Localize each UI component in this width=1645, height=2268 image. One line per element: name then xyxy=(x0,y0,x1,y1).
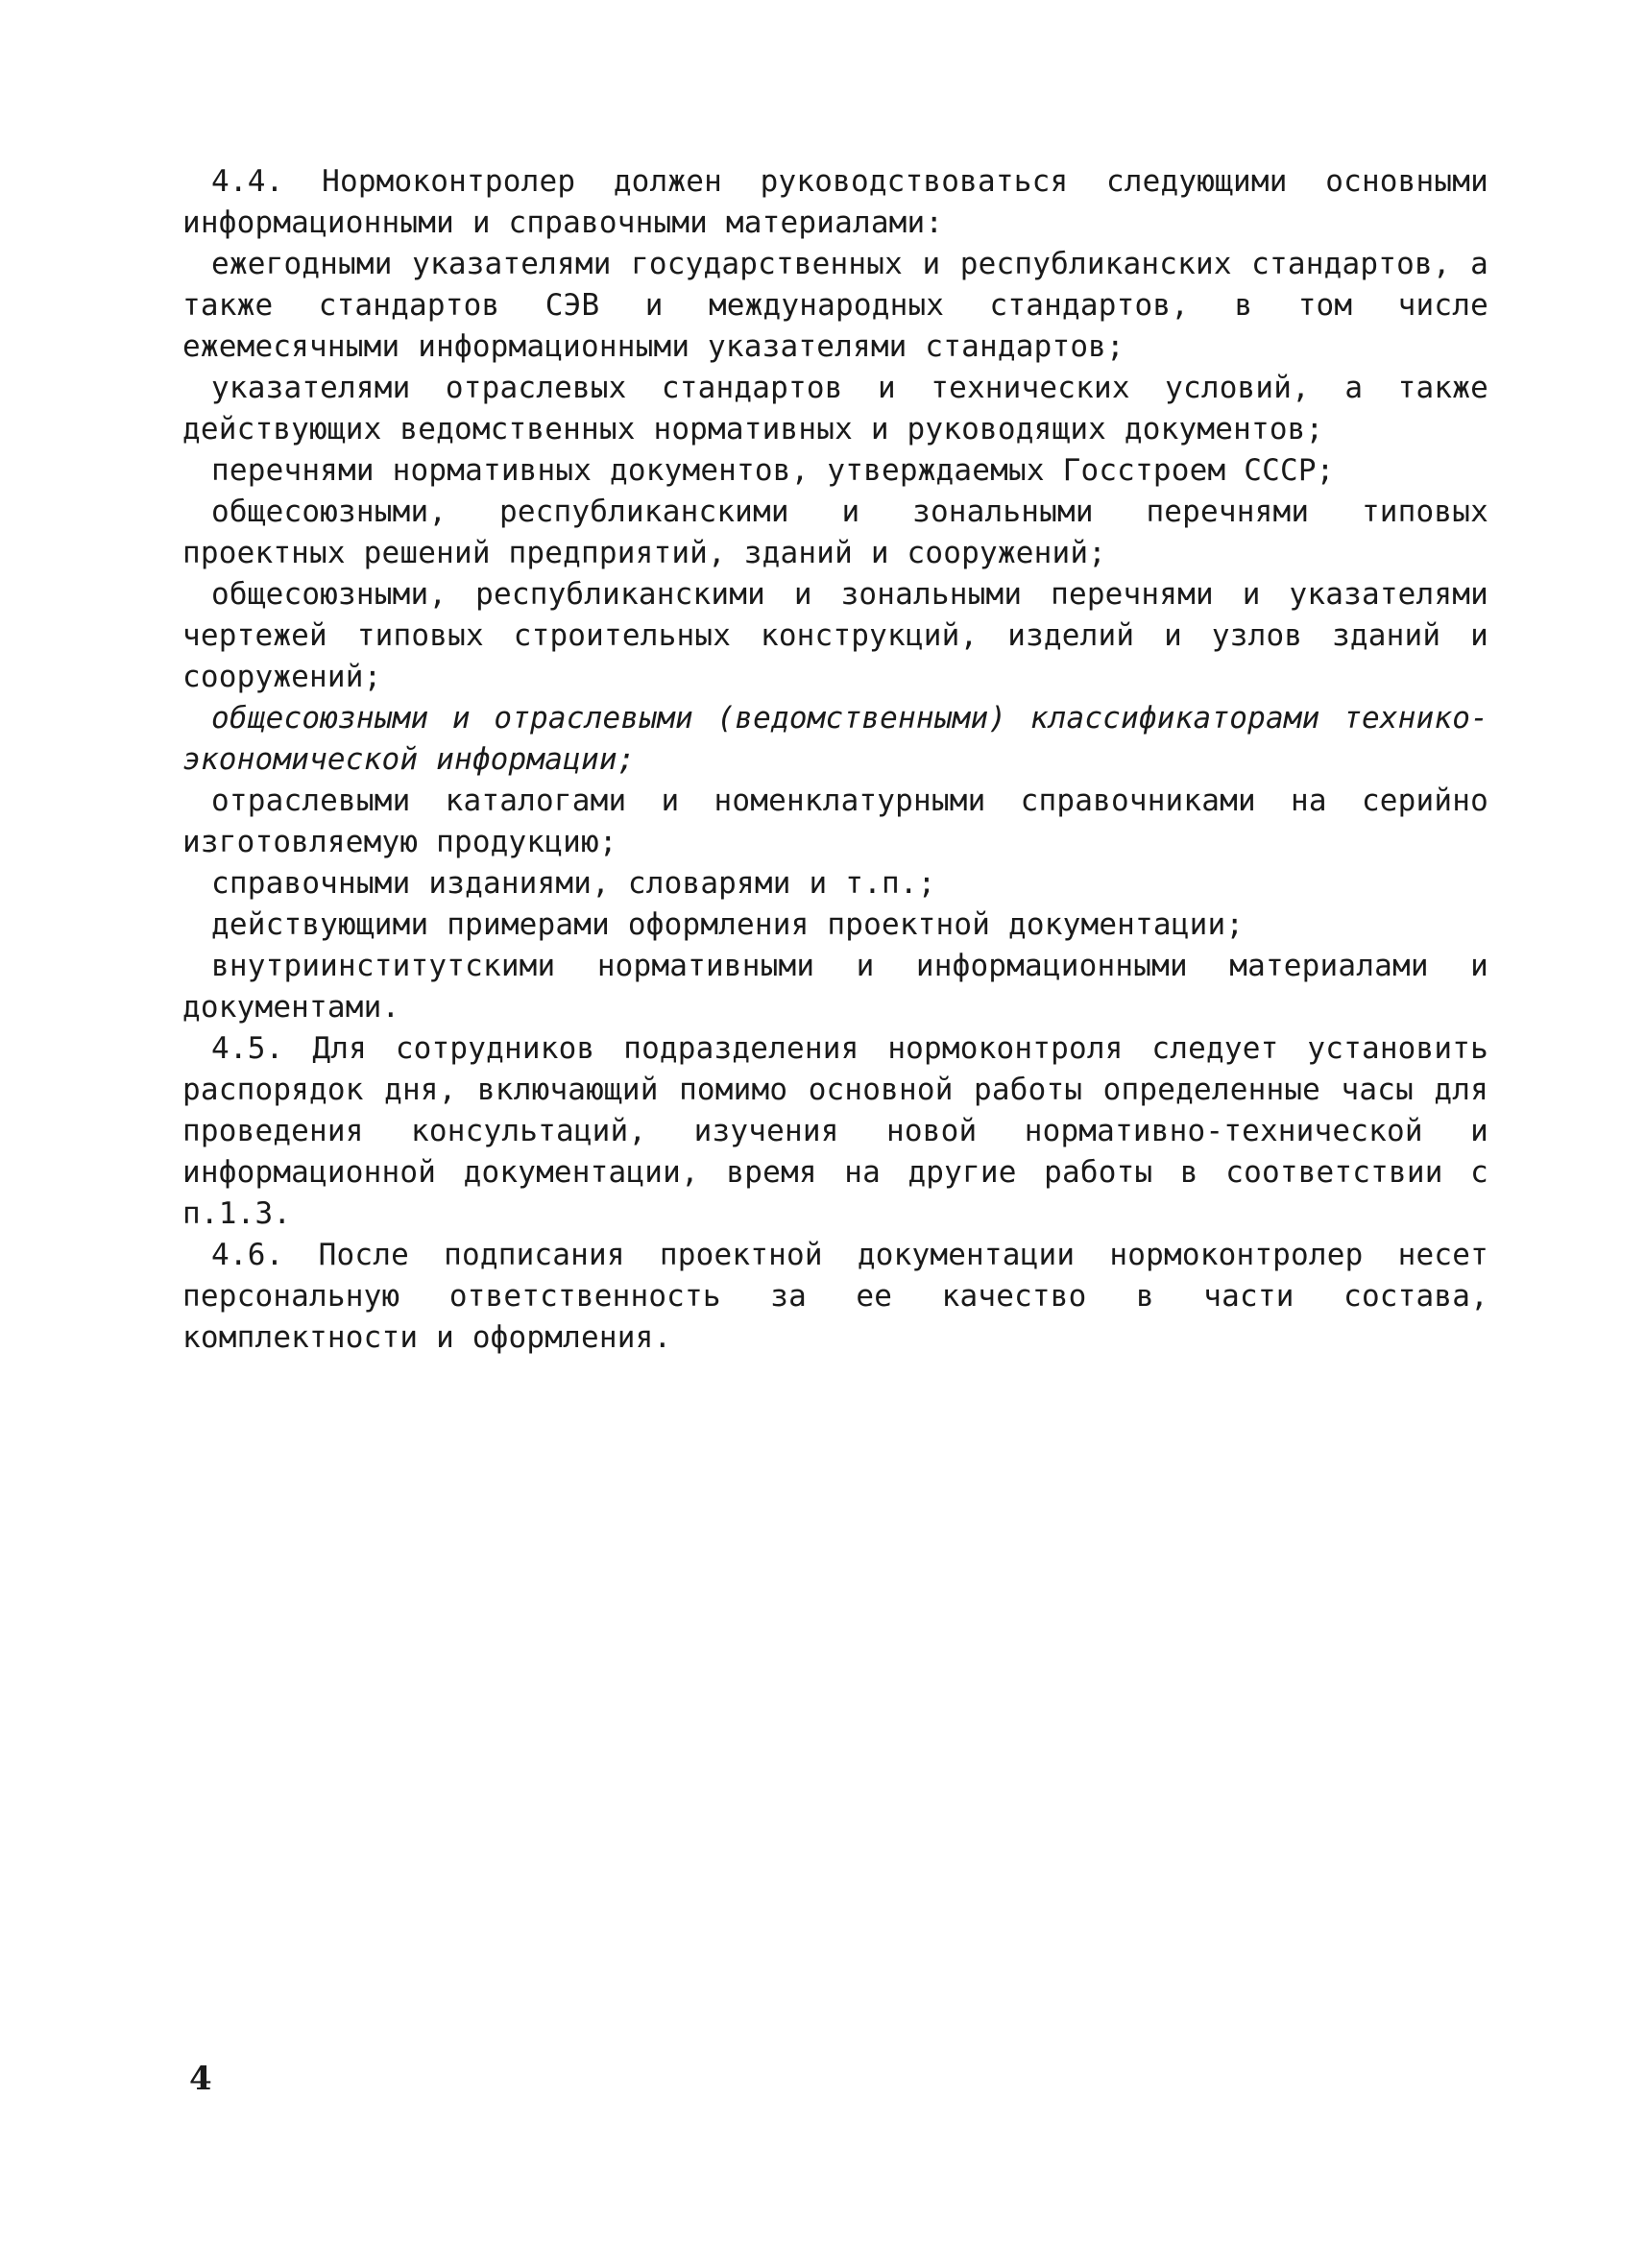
list-item: общесоюзными, республиканскими и зональными перечнями типовых проектных решений предприятий, зданий и сооружений; xyxy=(182,495,1488,570)
list-item: действующими примерами оформления проектной документации; xyxy=(211,907,1245,942)
paragraph-4-6: 4.6. После подписания проектной документации нормоконтролер несет персональную ответственность за ее качество в части состава, комплектности и оформления. xyxy=(182,1238,1488,1355)
paragraph-4-5: 4.5. Для сотрудников подразделения нормоконтроля следует установить распорядок дня, включающий помимо основной работы определенные часы для проведения консультаций, изучения новой нормативно-технической и информационной документации, время на другие работы в соответствии с п.1.3. xyxy=(182,1031,1488,1231)
list-item: справочными изданиями, словарями и т.п.; xyxy=(211,866,936,901)
list-item: внутриинститутскими нормативными и информационными материалами и документами. xyxy=(182,949,1488,1025)
list-item: общесоюзными и отраслевыми (ведомственными) классификаторами технико-экономической информации; xyxy=(182,701,1488,777)
body-text xyxy=(182,161,1488,1359)
paragraph-4-4: 4.4. Нормоконтролер должен руководствоваться следующими основными информационными и справочными материалами: xyxy=(182,164,1488,240)
list-item: перечнями нормативных документов, утверждаемых Госстроем СССР; xyxy=(211,453,1335,488)
list-item: общесоюзными, республиканскими и зональными перечнями и указателями чертежей типовых строительных конструкций, изделий и узлов зданий и сооружений; xyxy=(182,577,1488,694)
list-item: указателями отраслевых стандартов и технических условий, а также действующих ведомственных нормативных и руководящих документов; xyxy=(182,371,1488,446)
list-item: отраслевыми каталогами и номенклатурными справочниками на серийно изготовляемую продукцию; xyxy=(182,784,1488,859)
list-item: ежегодными указателями государственных и республиканских стандартов, а также стандартов СЭВ и международных стандартов, в том числе ежемесячными информационными указателями стандартов; xyxy=(182,247,1488,364)
page-number: 4 xyxy=(189,2060,212,2098)
